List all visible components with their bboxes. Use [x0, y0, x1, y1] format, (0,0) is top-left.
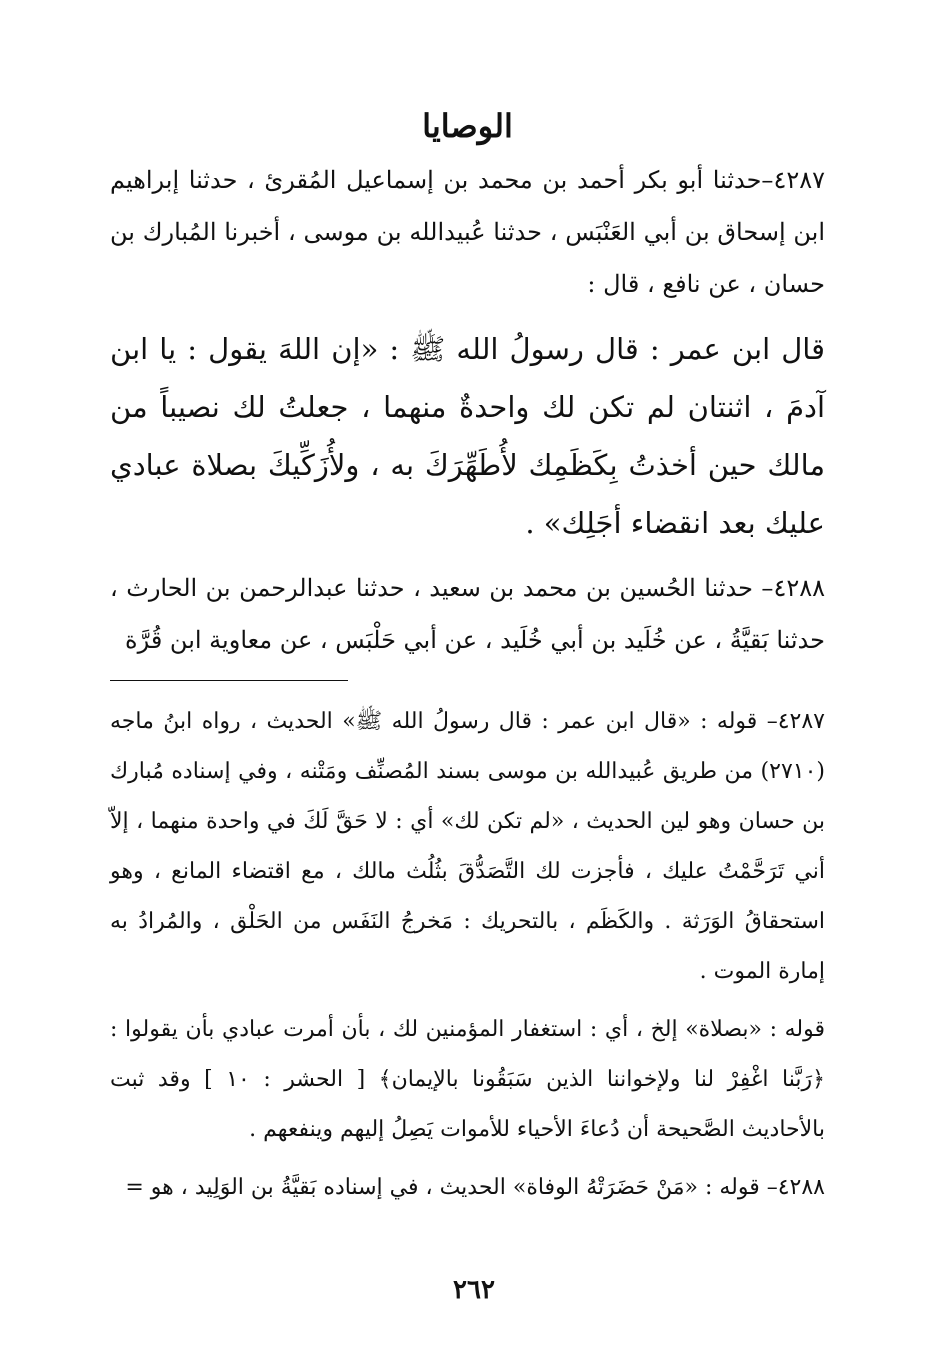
footnote-4288: ٤٢٨٨– قوله : «مَنْ حَضَرَتْهُ الوفاة» الحديث ، في إسناده بَقيَّةُ بن الوَلِيد ، هو =	[125, 1175, 825, 1200]
book-page	[110, 100, 825, 1340]
main-text	[110, 154, 825, 666]
hadith-4287-isnad: ٤٢٨٧–حدثنا أبو بكر أحمد بن محمد بن إسماعيل المُقرئ ، حدثنا إبراهيم ابن إسحاق بن أبي العَنْبَس ، حدثنا عُبيدالله بن موسى ، أخبرنا المُبارك بن حسان ، عن نافع ، قال :	[110, 166, 825, 298]
footnote-4287-a: ٤٢٨٧– قوله : «قال ابن عمر : قال رسولُ الله ﷺ» الحديث ، رواه ابنُ ماجه (٢٧١٠) من طريق عُبيدالله بن موسى بسند المُصنِّف ومَتْنه ، وفي إسناده مُبارك بن حسان وهو لين الحديث ، «لم تكن لك» أي : لا حَقَّ لَكَ في واحدة منهما ، إلاّ أني تَرَحَّمْتُ عليك ، فأجزت لك التَّصَدُّقَ بثُلُث مالك ، مع اقتضاء المانع ، وهو استحقاقُ الوَرَثة . والكَظَم ، بالتحريك : مَخرجُ النَفَس من الحَلْق ، والمُرادُ به إمارة الموت .	[110, 709, 826, 984]
footnote-4287-b: قوله : «بصلاة» إلخ ، أي : استغفار المؤمنين لك ، بأن أمرت عبادي بأن يقولوا : ﴿رَبَّنا اغْفِرْ لنا ولإخواننا الذين سَبَقُونا بالإيمان﴾ [ الحشر : ١٠ ] وقد ثبت بالأحاديث الصَّحيحة أن دُعاءَ الأحياء للأموات يَصِلُ إليهم وينفعهم .	[110, 1017, 825, 1142]
page-number: ٢٦٢	[453, 1275, 495, 1305]
footnote-separator	[110, 680, 348, 681]
hadith-4287-matn: قال ابن عمر : قال رسولُ الله ﷺ : «إن اللهَ يقول : يا ابن آدمَ ، اثنتان لم تكن لك واحدةٌ منهما ، جعلتُ لك نصيباً من مالك حين أخذتُ بِكَظَمِك لأُطَهِّرَكَ به ، ولأُزَكِّيكَ بصلاة عبادي عليك بعد انقضاء أجَلِك» .	[110, 332, 825, 540]
chapter-title: الوصايا	[422, 107, 513, 145]
footnotes	[110, 697, 825, 1213]
hadith-4288-isnad: ٤٢٨٨– حدثنا الحُسين بن محمد بن سعيد ، حدثنا عبدالرحمن بن الحارث ، حدثنا بَقيَّةُ ، عن خُلَيد بن أبي خُلَيد ، عن أبي حَلْبَس ، عن معاوية ابن قُرَّة	[110, 574, 825, 654]
